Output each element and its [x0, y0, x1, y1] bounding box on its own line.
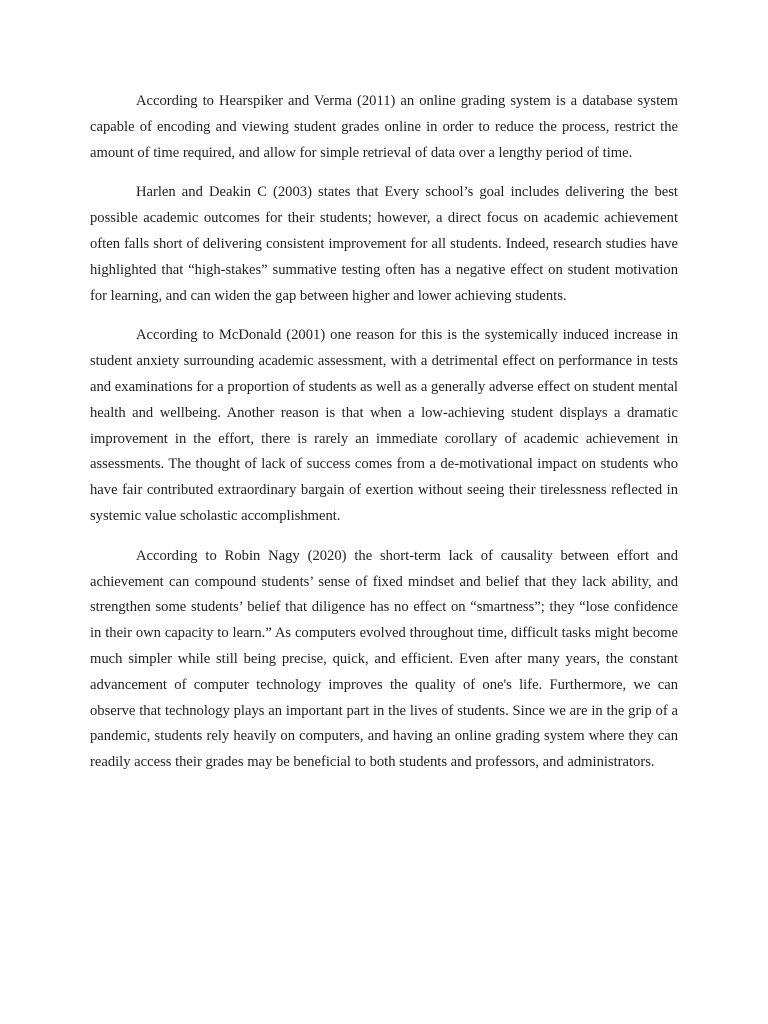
paragraph-mcdonald: According to McDonald (2001) one reason for this is the systemically induced increase in student anxiety surrounding academic assessment, with a detrimental effect on performance in tests and examinations for a proportion of students as well as a generally adverse effect on student mental health and wellbeing. Another reason is that when a low-achieving student displays a dramatic improvement in the effort, there is rarely an immediate corollary of academic achievement in assessments. The thought of lack of success comes from a de-motivational impact on students who have fair contributed extraordinary bargain of exertion without seeing their tirelessness reflected in systemic value scholastic accomplishment. [90, 327, 678, 524]
paragraph-hearspiker-verma: According to Hearspiker and Verma (2011) an online grading system is a database system capable of encoding and viewing student grades online in order to reduce the process, restrict the amount of time required, and allow for simple retrieval of data over a lengthy period of time. [90, 93, 678, 161]
paragraph-harlen-deakin: Harlen and Deakin C (2003) states that Every school’s goal includes delivering the best possible academic outcomes for their students; however, a direct focus on academic achievement often falls short of delivering consistent improvement for all students. Indeed, research studies have highlighted that “high-stakes” summative testing often has a negative effect on student motivation for learning, and can widen the gap between higher and lower achieving students. [90, 184, 678, 304]
document-page [90, 89, 678, 790]
paragraph-robin-nagy: According to Robin Nagy (2020) the short-term lack of causality between effort and achievement can compound students’ sense of fixed mindset and belief that they lack ability, and strengthen some students’ belief that diligence has no effect on “smartness”; they “lose confidence in their own capacity to learn.” As computers evolved throughout time, difficult tasks might become much simpler while still being precise, quick, and efficient. Even after many years, the constant advancement of computer technology improves the quality of one's life. Furthermore, we can observe that technology plays an important part in the lives of students. Since we are in the grip of a pandemic, students rely heavily on computers, and having an online grading system where they can readily access their grades may be beneficial to both students and professors, and administrators. [90, 547, 678, 771]
